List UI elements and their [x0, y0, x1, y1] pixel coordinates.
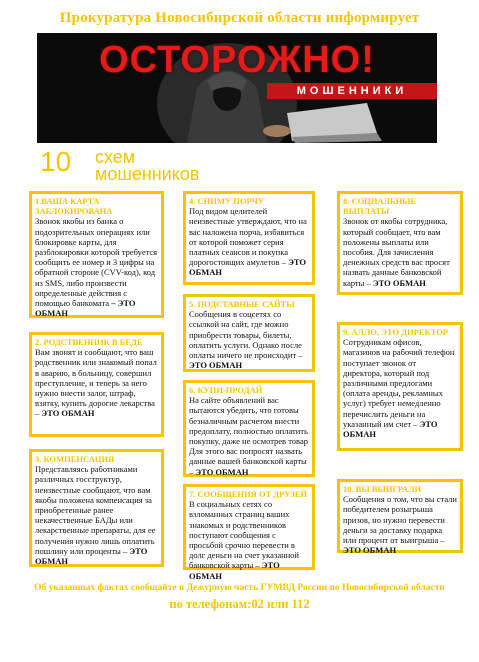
card-title: 1.ВАША КАРТА ЗАБЛОКИРОВАНА [35, 196, 113, 217]
card-text: Звонок от якобы сотрудника, который сообщает, что вам положены выплаты или пособия. Для зачисления денежных средств вас просят назвать данные банковской карты – [343, 216, 450, 288]
card-warning: – ЭТО ОБМАН [35, 298, 136, 319]
card-warning: ЭТО ОБМАН [35, 545, 148, 567]
card-text: На сайте объявлений вас пытаются убедить, что готовы безналичным расчетом внести предоплату, полностью оплатить покупку, даже не осмотрев товар Для этого вас попросят назвать данные вашей банковской карты – [189, 395, 308, 477]
card-title: 6. КУПИ-ПРОДАЙ [189, 385, 263, 395]
card-title: 8. СОЦИАЛЬНЫЕ ВЫПЛАТЫ [343, 196, 417, 217]
schemes-line2: мошенников [95, 164, 200, 184]
scheme-card-3 [29, 449, 164, 567]
card-text: Вам звонят и сообщают, что ваш родственник или знакомый попал в аварию, в больницу, совершил преступление, и теперь за него нужно внести залог, штраф, взятку, купить дорогие лекарства – [35, 347, 157, 419]
card-body [35, 216, 158, 318]
card-text: Представляясь работниками различных госструктур, неизвестные сообщают, что вам якобы положена компенсация за приобретенные ранее некачественные БАДы или лекарственные препараты, для ее получения нужно лишь оплатить пошлину или проценты – [35, 464, 156, 556]
card-body [343, 337, 457, 439]
card-warning: ЭТО ОБМАН [189, 560, 280, 581]
scheme-card-10 [337, 479, 463, 556]
banner-title: ОСТОРОЖНО! [99, 39, 375, 81]
card-title: 3. КОМПЕНСАЦИЯ [35, 454, 115, 464]
card-warning: ЭТО ОБМАН [195, 466, 249, 477]
card-title: 9. АЛЛО, ЭТО ДИРЕКТОР [343, 327, 449, 337]
card-warning: ЭТО ОБМАН [343, 545, 397, 556]
card-text: Сообщения о том, что вы стали победителем розыгрыша призов, но нужно перевести деньги за доставку подарка или процент от выигрыша – [343, 494, 457, 546]
card-warning: ЭТО ОБМАН [372, 277, 426, 288]
card-warning: ЭТО ОБМАН [41, 408, 95, 419]
card-body [35, 464, 158, 566]
card-title: 5. ПОДСТАВНЫЕ САЙТЫ [189, 299, 295, 309]
card-warning: ЭТО ОБМАН [189, 360, 243, 371]
card-body [343, 216, 457, 287]
scheme-card-2 [29, 332, 164, 437]
scheme-card-9 [337, 322, 463, 451]
footer-phone-numbers: по телефонам:02 или 112 [169, 597, 310, 611]
card-text: В социальных сетях со взломанных страниц ваших знакомых и родственников поступают сообщения с просьбой срочно перевести в долг деньги на счет указанной банковской карты – [189, 499, 299, 571]
warning-banner [37, 33, 437, 143]
card-text: Под видом целителей неизвестные утверждают, что на вас наложена порча, избавиться от которой поможет серия платных сеансов и покупка дорогостоящих амулетов – [189, 206, 307, 268]
card-warning: ЭТО ОБМАН [343, 418, 438, 440]
scheme-card-7 [183, 484, 315, 581]
card-text: Звонок якобы из банка о подозрительных операциях или блокировке карты, для разблокировки которой требуется сообщить ее номер и 3 цифры на обратной стороне (CVV-код), код из SMS, либо произвести определенные действия с помощью банкомата [35, 216, 158, 309]
scheme-card-4 [183, 191, 315, 285]
card-text: Сообщения в соцсетях со ссылкой на сайт, где можно приобрести товары, билеты, оплатить услуги. Однако после оплаты ничего не происходит – [189, 309, 303, 361]
card-body [189, 309, 309, 370]
banner-subtitle: МОШЕННИКИ [267, 83, 437, 99]
card-warning: ЭТО ОБМАН [189, 257, 306, 278]
scheme-card-1 [29, 191, 164, 318]
scheme-card-8 [337, 191, 463, 295]
schemes-heading [95, 149, 199, 183]
card-title: 4. СНИМУ ПОРЧУ [189, 196, 265, 206]
scheme-card-5 [183, 294, 315, 372]
card-body [189, 395, 309, 477]
page-title: Прокуратура Новосибирской области информирует [59, 10, 420, 26]
card-body [343, 494, 457, 555]
schemes-count: 10 [40, 146, 72, 177]
card-title: 2. РОДСТВЕННИК В БЕДЕ [35, 337, 143, 347]
card-body [189, 206, 309, 277]
card-body [189, 499, 309, 581]
scheme-card-6 [183, 380, 315, 477]
card-title: 7. СООБЩЕНИЯ ОТ ДРУЗЕЙ [189, 489, 308, 499]
card-text: Сотрудникам офисов, магазинов на рабочий телефон поступает звонок от директора, который под различными предлогами (оплата аренды, рекламных услуг) требует немедленно перечислить деньги на указанный им счет – [343, 337, 455, 429]
schemes-line1: схем [95, 147, 136, 167]
card-body [35, 347, 158, 418]
card-title: 10. ВЫ ВЫИГРАЛИ [343, 484, 422, 494]
footer-report-text: Об указанных фактах сообщайте в Дежурную часть ГУМВД России по Новосибирской области [34, 583, 445, 593]
